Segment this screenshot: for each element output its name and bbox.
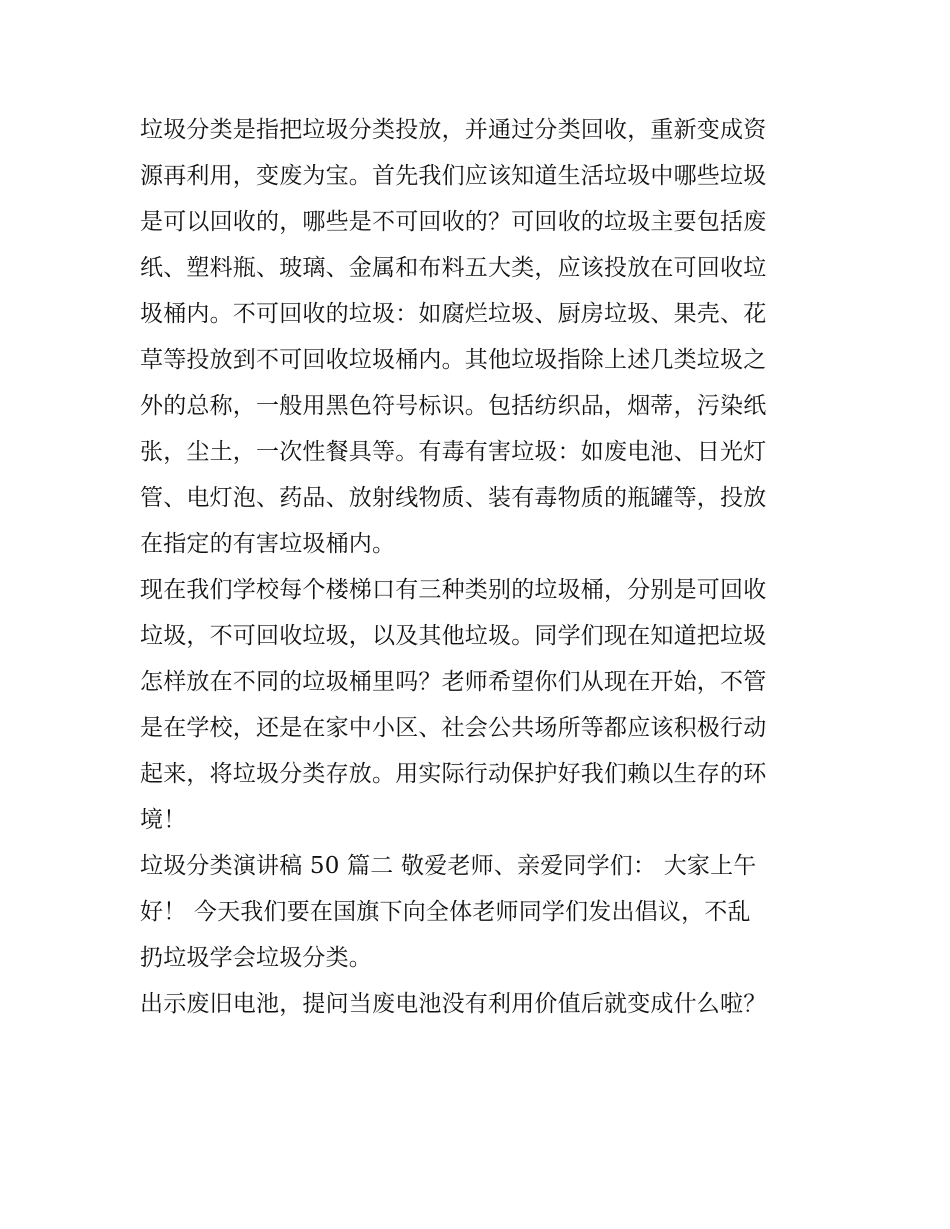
text-line: 垃圾分类演讲稿 50 篇二 敬爱老师、亲爱同学们： 大家上午 xyxy=(140,853,757,879)
paragraph-2 xyxy=(140,567,820,843)
text-line: 外的总称，一般用黑色符号标识。包括纺织品，烟蒂，污染纸 xyxy=(140,393,767,419)
text-line: 是在学校，还是在家中小区、社会公共场所等都应该积极行动 xyxy=(140,715,767,741)
text-line: 张，尘土，一次性餐具等。有毒有害垃圾：如废电池、日光灯 xyxy=(140,439,767,465)
text-line: 管、电灯泡、药品、放射线物质、装有毒物质的瓶罐等，投放 xyxy=(140,485,767,511)
text-line: 草等投放到不可回收垃圾桶内。其他垃圾指除上述几类垃圾之 xyxy=(140,347,767,373)
text-line: 怎样放在不同的垃圾桶里吗？老师希望你们从现在开始，不管 xyxy=(140,669,767,695)
text-line: 出示废旧电池，提问当废电池没有利用价值后就变成什么啦？ xyxy=(140,991,767,1017)
text-line: 好！ 今天我们要在国旗下向全体老师同学们发出倡议，不乱 xyxy=(140,899,751,925)
paragraph-4 xyxy=(140,981,820,1027)
text-line: 垃圾，不可回收垃圾，以及其他垃圾。同学们现在知道把垃圾 xyxy=(140,623,767,649)
document-body xyxy=(140,107,820,1027)
paragraph-1 xyxy=(140,107,820,567)
text-line: 在指定的有害垃圾桶内。 xyxy=(140,531,396,557)
text-line: 纸、塑料瓶、玻璃、金属和布料五大类，应该投放在可回收垃 xyxy=(140,255,767,281)
text-line: 垃圾分类是指把垃圾分类投放，并通过分类回收，重新变成资 xyxy=(140,117,767,143)
text-line: 圾桶内。不可回收的垃圾：如腐烂垃圾、厨房垃圾、果壳、花 xyxy=(140,301,767,327)
text-line: 境！ xyxy=(140,807,187,833)
paragraph-3 xyxy=(140,843,820,981)
text-line: 起来，将垃圾分类存放。用实际行动保护好我们赖以生存的环 xyxy=(140,761,767,787)
text-line: 现在我们学校每个楼梯口有三种类别的垃圾桶，分别是可回收 xyxy=(140,577,767,603)
text-line: 是可以回收的，哪些是不可回收的？可回收的垃圾主要包括废 xyxy=(140,209,767,235)
text-line: 源再利用，变废为宝。首先我们应该知道生活垃圾中哪些垃圾 xyxy=(140,163,767,189)
text-line: 扔垃圾学会垃圾分类。 xyxy=(140,945,372,971)
